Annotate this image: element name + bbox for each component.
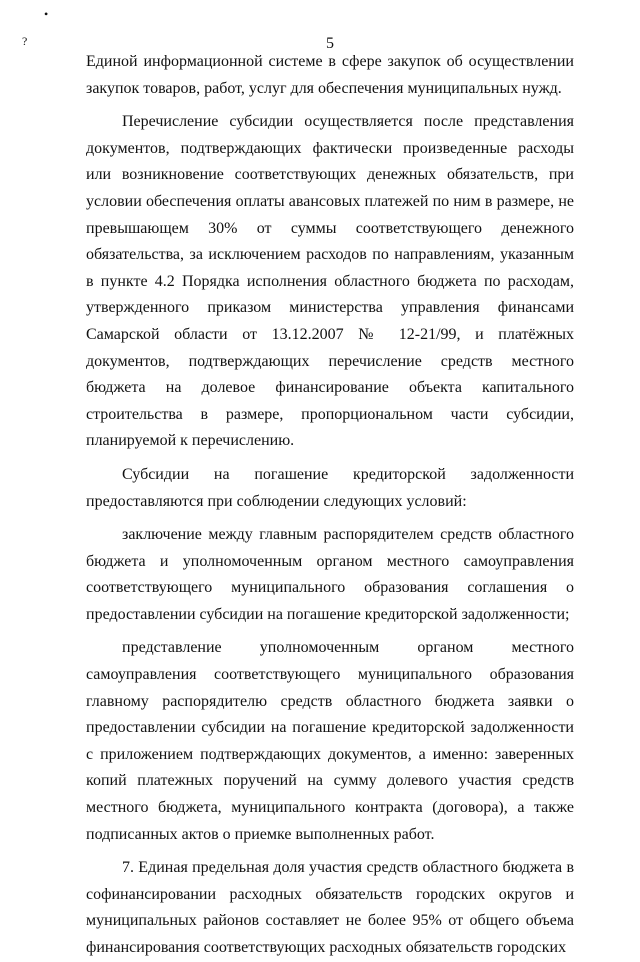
paragraph-agreement-condition: заключение между главным распорядителем средств областного бюджета и уполномоченным органом местного самоуправления соответствующего муниципального образования соглашения о предоставлении субсидии на погашение кредиторской задолженности; <box>86 526 574 623</box>
paragraph-debt-subsidy-conditions: Субсидии на погашение кредиторской задолженности предоставляются при соблюдении следующих условий: <box>86 465 574 510</box>
paragraph-subsidy-transfer: Перечисление субсидии осуществляется после представления документов, подтверждающих фактически произведенные расходы или возникновение соответствующих денежных обязательств, при условии обеспечения оплаты авансовых платежей по ним в размере, не превышающем 30% от суммы соответствующего денежного обязательства, за исключением расходов по направлениям, указанным в пункте 4.2 Порядка исполнения областного бюджета по расходам, утвержденного приказом министерства управления финансами Самарской области от 13.12.2007 № 12-21/99, и платёжных документов, подтверждающих перечисление средств местного бюджета на долевое финансирование объекта капитального строительства в размере, пропорциональном части субсидии, планируемой к перечислению. <box>86 113 574 450</box>
document-body <box>86 49 574 962</box>
margin-mark-left: ? <box>22 34 28 48</box>
paragraph-application-condition: представление уполномоченным органом местного самоуправления соответствующего муниципального образования главному распорядителю средств областного бюджета заявки о предоставлении субсидии на погашение кредиторской задолженности с приложением подтверждающих документов, а именно: заверенных копий платежных поручений на сумму долевого участия средств местного бюджета, муниципального контракта (договора), а также подписанных актов о приемке выполненных работ. <box>86 639 574 843</box>
paragraph-continuation: Единой информационной системе в сфере закупок об осуществлении закупок товаров, работ, услуг для обеспечения муниципальных нужд. <box>86 53 574 97</box>
page-number: 5 <box>326 35 334 52</box>
paragraph-section-7: 7. Единая предельная доля участия средств областного бюджета в софинансировании расходных обязательств городских округов и муниципальных районов составляет не более 95% от общего объема финансирования соответствующих расходных обязательств городских <box>86 859 574 956</box>
margin-mark-top: • <box>44 7 49 21</box>
